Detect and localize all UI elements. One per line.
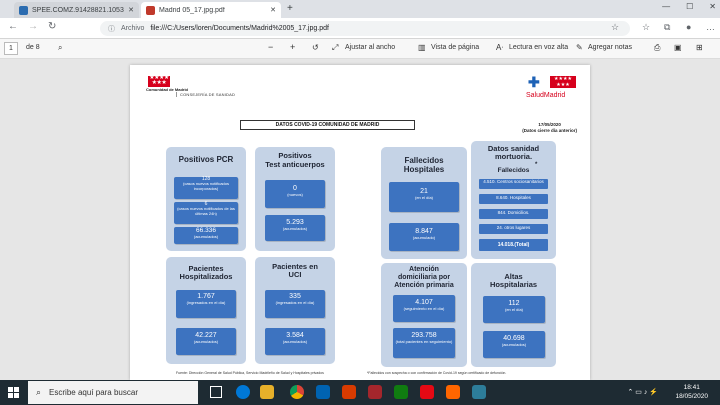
stat-value: 4.107 <box>415 299 433 306</box>
taskbar <box>0 380 720 405</box>
stat-desc: (acumulados) <box>282 339 308 344</box>
zoom-out-icon[interactable]: − <box>268 42 274 52</box>
rotate-icon[interactable]: ↺ <box>312 43 319 52</box>
stat-box <box>174 177 238 199</box>
date-note: (Datos cierre día anterior) <box>522 127 577 133</box>
panel-pacientes-uci <box>255 257 335 364</box>
app-icon[interactable] <box>394 385 408 399</box>
tab-strip <box>0 0 720 18</box>
app-icon[interactable] <box>446 385 460 399</box>
address-url: file:///C:/Users/loren/Documents/Madrid%2005_17.jpg.pdf <box>150 25 329 32</box>
print-icon[interactable]: ⎙ <box>654 43 661 52</box>
address-field[interactable] <box>100 21 630 36</box>
search-placeholder: Escribe aquí para buscar <box>49 388 138 397</box>
stat-desc: (acumulados) <box>193 234 219 239</box>
stat-value: 3.584 <box>286 332 304 339</box>
store-icon[interactable] <box>316 385 330 399</box>
tab-madrid-pdf[interactable] <box>141 2 281 18</box>
stat-box <box>265 180 325 208</box>
comunidad-madrid-logo <box>146 75 188 95</box>
file-explorer-icon[interactable] <box>260 385 274 399</box>
panel-title-2: mortuoria. <box>494 152 533 161</box>
medical-cross-icon: ✚ <box>528 74 540 90</box>
system-tray[interactable]: ⌃ ▭ ♪ ⚡ <box>627 389 658 396</box>
save-icon[interactable]: ▣ <box>674 43 682 52</box>
mortuoria-row: 4.510. Centros sociosanitarios <box>479 179 548 189</box>
mortuoria-row: 24. otros lugares <box>479 224 548 234</box>
mortuoria-total: 14.018.(Total) <box>479 239 548 251</box>
stat-value: 8.847 <box>415 228 433 235</box>
stat-box <box>265 290 325 318</box>
stat-value: 128 <box>201 176 211 182</box>
stat-desc: (en el día) <box>414 195 433 200</box>
stat-box <box>265 328 325 355</box>
clock-time: 18:41 <box>683 384 700 391</box>
task-view-icon[interactable] <box>210 386 222 398</box>
page-view-icon: ▥ <box>418 43 426 52</box>
stat-value: 112 <box>508 300 520 307</box>
saludmadrid-logo <box>526 75 576 103</box>
panel-pacientes-hospitalizados <box>166 257 246 364</box>
saludmadrid-text: SaludMadrid <box>526 92 566 99</box>
panel-title-2: UCI <box>288 270 302 279</box>
panel-title: Positivos PCR <box>178 155 234 164</box>
panel-title-2: Test anticuerpos <box>265 160 325 169</box>
panel-title-1: Atención <box>409 266 439 273</box>
stat-value: 42.227 <box>195 332 217 339</box>
panel-title-1: Pacientes en <box>272 262 318 271</box>
mortuoria-row: 8.640. Hospitales <box>479 194 548 204</box>
panel-title-1: Positivos <box>278 151 312 160</box>
stat-box <box>176 328 236 355</box>
panel-positivos-pcr <box>166 147 246 251</box>
add-notes-icon: ✎ <box>576 43 583 52</box>
tab-label: Madrid 05_17.jpg.pdf <box>159 6 225 14</box>
clock[interactable] <box>675 383 708 401</box>
org-name: Comunidad de Madrid <box>146 87 188 92</box>
stat-desc: (ingresados en el día) <box>186 300 226 305</box>
file-info-icon: ⓘ <box>108 25 115 33</box>
stat-value: 66.336 <box>196 227 216 234</box>
stat-desc: (en el día) <box>504 307 523 312</box>
read-aloud-button[interactable]: Lectura en voz alta <box>509 44 569 51</box>
tab-spee[interactable] <box>14 2 139 18</box>
panel-title-2: Hospitalarias <box>489 280 538 289</box>
stat-value: 1.767 <box>197 293 215 300</box>
collections-icon[interactable]: ⧉ <box>664 22 671 32</box>
date-value: 17/05/2020 <box>538 122 561 127</box>
tab-label: SPEE.COMZ.91428821.1053 <box>32 6 124 14</box>
stat-value: 0 <box>293 185 297 192</box>
pdf-viewer[interactable] <box>0 59 720 380</box>
back-arrow-icon[interactable]: ← <box>8 21 18 32</box>
window-controls <box>662 2 716 11</box>
forward-arrow-icon[interactable]: → <box>28 21 38 32</box>
profile-icon[interactable]: ● <box>686 22 692 32</box>
site-favicon-icon <box>19 6 28 15</box>
panel-title-3: Atención primaria <box>394 282 454 289</box>
asterisk-mark: * <box>535 162 538 168</box>
stat-value: 335 <box>289 293 301 300</box>
panel-altas-hospitalarias <box>471 263 556 367</box>
stat-box <box>176 290 236 318</box>
panel-title-1: Fallecidos <box>404 156 444 165</box>
stat-box <box>393 295 455 322</box>
stat-desc: (acumulados) <box>193 339 219 344</box>
search-icon: ⌕ <box>36 387 42 397</box>
favorite-star-icon[interactable]: ☆ <box>611 22 620 32</box>
zoom-in-icon[interactable]: + <box>290 42 296 52</box>
stat-desc: (casos nuevos notificados incorporados) <box>182 181 230 191</box>
edge-icon[interactable] <box>236 385 250 399</box>
madrid-flag-icon: ★★★★ ★★★ <box>550 76 576 88</box>
panel-title-3: Fallecidos <box>497 167 530 174</box>
panel-title-2: Hospitalizados <box>179 272 233 281</box>
madrid-flag-icon: ★★★★ ★★★ <box>149 75 169 86</box>
app-icon[interactable] <box>368 385 382 399</box>
panel-title-2: Hospitales <box>403 165 445 174</box>
pdf-toolbar <box>0 39 720 59</box>
mortuoria-row: 844. Domicilios. <box>479 209 548 219</box>
stat-desc: (nuevos) <box>287 192 303 197</box>
stat-value: 21 <box>420 188 428 195</box>
close-tab-icon[interactable]: ✕ <box>128 7 134 14</box>
page-number-input[interactable]: 1 <box>4 42 18 55</box>
chrome-icon[interactable] <box>290 385 304 399</box>
stat-desc: (seguimiento en el día) <box>403 306 445 311</box>
reload-icon[interactable]: ↻ <box>48 21 57 32</box>
app-icon[interactable] <box>472 385 486 399</box>
panel-title-1: Altas <box>504 272 523 281</box>
office-icon[interactable] <box>342 385 356 399</box>
report-title: DATOS COVID-19 COMUNIDAD DE MADRID <box>240 120 415 130</box>
netflix-icon[interactable] <box>420 385 434 399</box>
address-bar-row <box>0 18 720 39</box>
taskbar-search-input[interactable] <box>28 381 198 404</box>
stat-box <box>174 202 238 224</box>
panel-title-2: domiciliaria por <box>397 274 451 281</box>
fit-width-icon: ⤢ <box>332 43 339 52</box>
fit-width-button[interactable]: Ajustar al ancho <box>345 44 396 51</box>
stat-desc: (acumulado) <box>412 235 436 240</box>
search-icon[interactable]: ⌕ <box>58 43 63 52</box>
stat-box <box>174 227 238 244</box>
new-tab-button[interactable]: + <box>287 3 293 14</box>
source-note: Fuente: Dirección General de Salud Pública, Servicio Madrileño de Salud y Hospitales privados <box>176 371 324 375</box>
pdf-favicon-icon <box>146 6 155 15</box>
favorites-icon[interactable]: ☆ <box>642 22 651 32</box>
consejeria-label: CONSEJERÍA DE SANIDAD <box>176 92 235 97</box>
clock-date: 18/05/2020 <box>675 393 708 400</box>
stat-box <box>389 182 459 212</box>
stat-box <box>389 223 459 251</box>
maximize-button[interactable]: ☐ <box>686 2 694 11</box>
add-notes-button[interactable]: Agregar notas <box>588 44 632 51</box>
stat-value: 293.758 <box>411 332 437 339</box>
pin-icon[interactable]: ⊞ <box>696 43 703 52</box>
stat-box <box>393 328 455 358</box>
stat-desc: (ingresados en el día) <box>275 300 315 305</box>
stat-box <box>483 296 545 323</box>
stat-box <box>265 215 325 241</box>
address-prefix: Archivo <box>121 25 145 32</box>
panel-atencion-domiciliaria <box>381 263 467 367</box>
page-total: de 8 <box>26 44 40 51</box>
stat-desc: (casos nuevos notificados de las últimas 24h) <box>177 206 235 216</box>
stat-desc: (acumulados) <box>501 342 527 347</box>
panel-sanidad-mortuoria <box>471 141 556 259</box>
page-view-button[interactable]: Vista de página <box>431 44 480 51</box>
panel-title-1: Pacientes <box>188 264 224 273</box>
pdf-page <box>130 65 590 380</box>
more-menu-icon[interactable]: … <box>706 22 715 32</box>
stat-value: 6 <box>204 201 208 207</box>
panel-test-anticuerpos <box>255 147 335 251</box>
read-aloud-icon: Aᐧ <box>496 43 504 52</box>
stat-desc: (acumulados) <box>282 226 308 231</box>
stat-value: 5.293 <box>286 219 304 226</box>
stat-box <box>483 331 545 358</box>
panel-fallecidos-hospitales <box>381 147 467 259</box>
windows-start-icon[interactable] <box>8 387 19 398</box>
close-tab-icon[interactable]: ✕ <box>270 7 276 14</box>
stat-value: 40.698 <box>503 335 525 342</box>
minimize-button[interactable]: — <box>662 2 671 11</box>
panel-title-1: Datos sanidad <box>487 144 540 153</box>
close-window-button[interactable]: ✕ <box>709 2 716 11</box>
report-date <box>522 122 577 133</box>
death-footnote: *Fallecidos con sospecha o con confirmación de Covid-19 según certificado de defunción. <box>367 371 507 375</box>
stat-desc: (total pacientes en seguimiento) <box>395 339 453 344</box>
